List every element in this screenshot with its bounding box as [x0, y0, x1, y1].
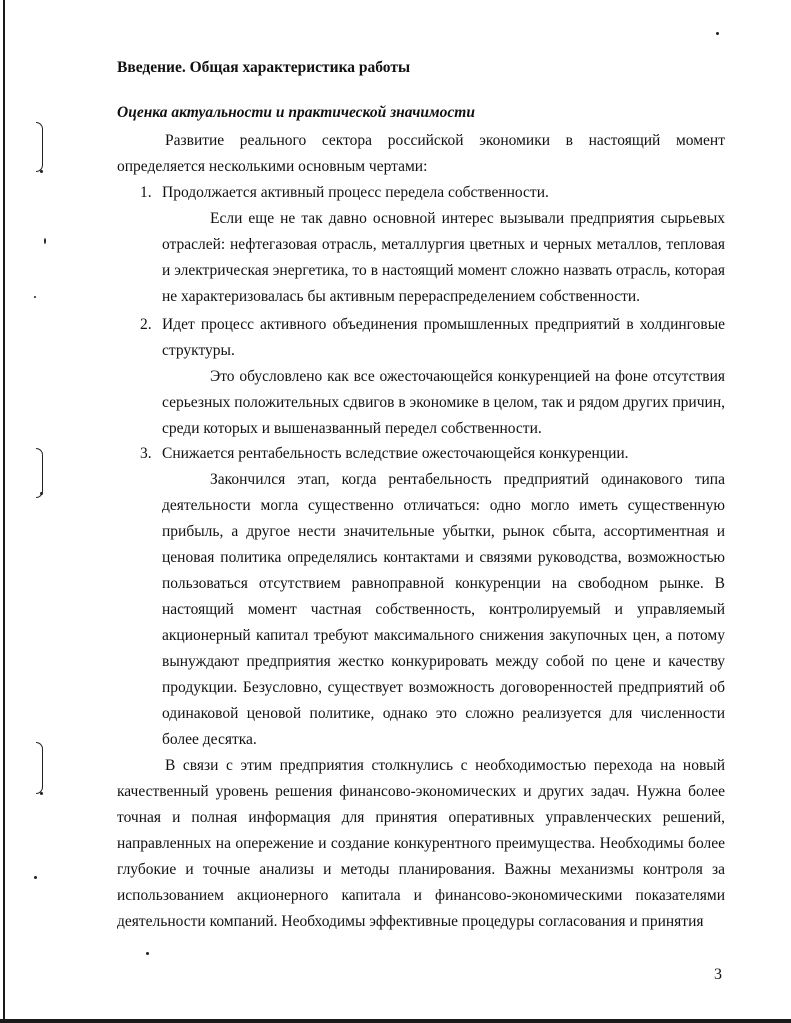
page-title: Введение. Общая характеристика работы: [117, 59, 411, 76]
section-subtitle: Оценка актуальности и практической значимости: [117, 104, 475, 121]
list-item-title: Продолжается активный процесс передела собственности.: [162, 184, 549, 201]
list-number: 3.: [140, 445, 152, 462]
closing-paragraph: В связи с этим предприятия столкнулись с необходимостью перехода на новый качественный уровень решения финансово-экономических и других задач. Нужна более точная и полная информация для принятия оперативных управленческих решений, направленных на опережение и создание конкурентного преимущества. Необходимы более глубокие и точные анализы и методы планирования. Важны механизмы контроля за использованием акционерного капитала и финансово-экономическими показателями деятельности компаний. Необходимы эффективные процедуры согласования и принятия: [117, 757, 725, 930]
list-item-body: Если еще не так давно основной интерес вызывали предприятия сырьевых отраслей: нефтегазовая отрасль, металлургия цветных и черных металлов, тепловая и электрическая энергетика, то в настоящий момент сложно назвать отрасль, которая не характеризовалась бы активным перераспределением собственности.: [162, 210, 725, 305]
list-item-title: Снижается рентабельность вследствие ожесточающейся конкуренции.: [162, 445, 629, 462]
list-item-body: Закончился этап, когда рентабельность предприятий одинакового типа деятельности могла существенно отличаться: одно могло иметь существенную прибыль, а другое нести значительные убытки, рынок сбыта, ассортиментная и ценовая политика определялись контактами и связями руководства, возможностью пользоваться отсутствием равноправной конкуренции на свободном рынке. В настоящий момент частная собственность, контролируемый и управляемый акционерный капитал требуют максимального снижения закупочных цен, а потому вынуждают предприятия жестко конкурировать между собой по цене и качеству продукции. Безусловно, существует возможность договоренностей предприятий об одинаковой ценовой политике, однако это сложно реализуется для численности более десятка.: [162, 471, 725, 748]
page-number: 3: [714, 966, 722, 983]
list-item-body: Это обусловлено как все ожесточающейся конкуренцией на фоне отсутствия серьезных положительных сдвигов в экономике в целом, так и рядом других причин, среди которых и вышеназванный передел собственности.: [162, 368, 725, 437]
list-item-title: Идет процесс активного объединения промышленных предприятий в холдинговые структуры.: [162, 316, 725, 359]
list-number: 2.: [140, 316, 152, 333]
intro-paragraph: Развитие реального сектора российской экономики в настоящий момент определяется несколькими основным чертами:: [117, 132, 725, 175]
list-number: 1.: [140, 184, 152, 201]
